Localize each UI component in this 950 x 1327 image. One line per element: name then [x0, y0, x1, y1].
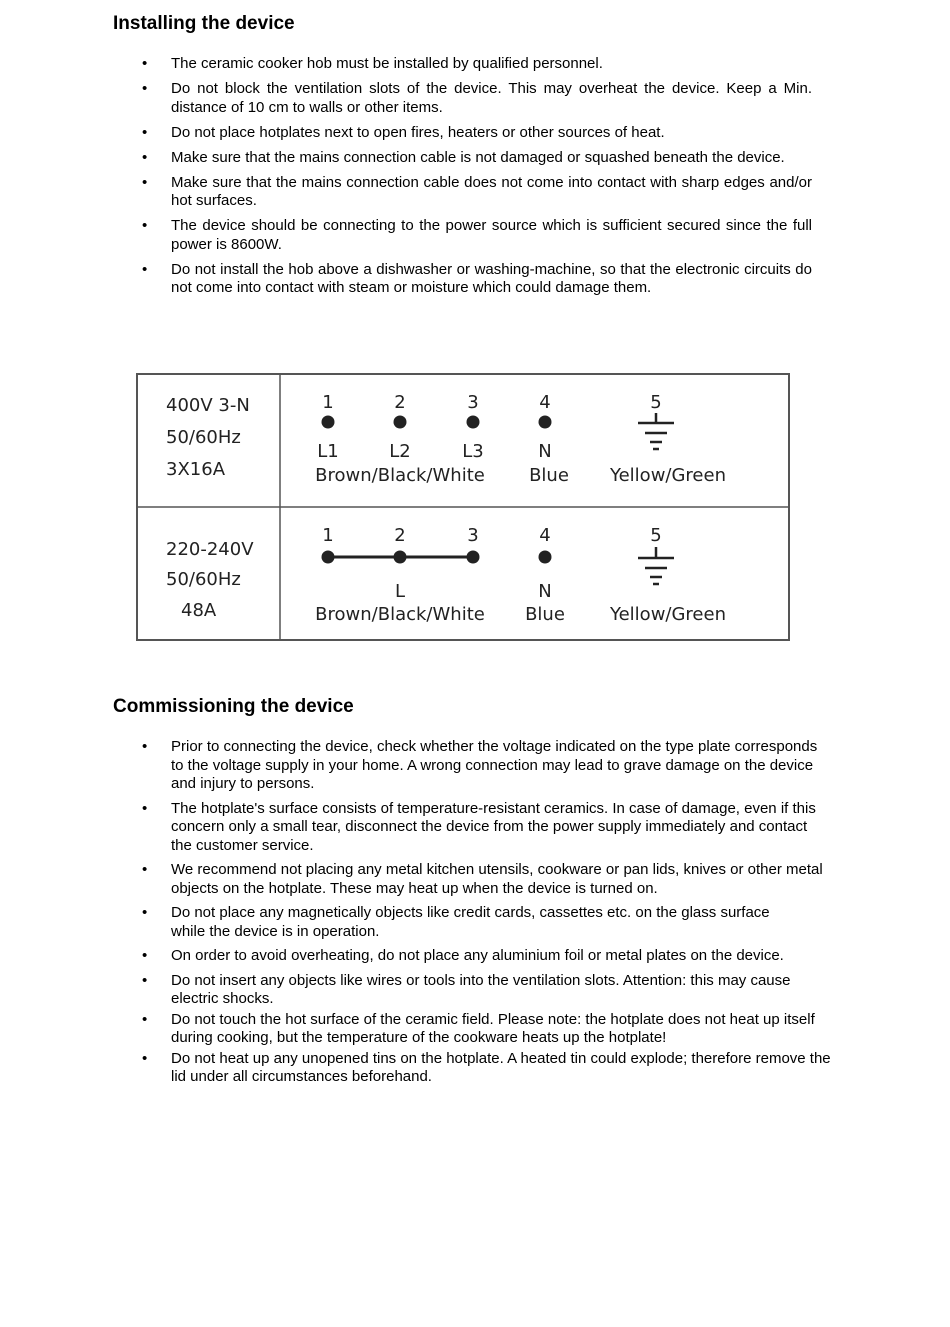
- bullet-icon: •: [142, 123, 148, 141]
- bullet-icon: •: [142, 260, 148, 278]
- earth-ground-icon: [638, 413, 674, 449]
- phase-label: L1: [317, 441, 339, 462]
- terminal-number: 5: [650, 525, 662, 546]
- list-item-text: Do not place any magnetically objects like credit cards, cassettes etc. on the glass surface while the device is in operation.: [171, 904, 770, 940]
- list-item-text: We recommend not placing any metal kitchen utensils, cookware or pan lids, knives or other metal objects on the hotplate. These may heat up when the device is turned on.: [171, 861, 823, 897]
- install-heading: Installing the device: [113, 13, 295, 34]
- list-item: [140, 1011, 832, 1048]
- terminal-dot: [467, 551, 480, 564]
- terminal-number: 4: [539, 525, 551, 546]
- terminal-number: 4: [539, 392, 551, 413]
- terminal-number: 3: [467, 392, 479, 413]
- list-item: [140, 55, 812, 74]
- wire-color-neutral: Blue: [525, 604, 565, 625]
- list-item-text: On order to avoid overheating, do not place any aluminium foil or metal plates on the device.: [171, 947, 784, 964]
- list-item-text: Prior to connecting the device, check whether the voltage indicated on the type plate corresponds to the voltage supply in your home. A wrong connection may lead to grave damage on the device and injury to persons.: [171, 738, 818, 792]
- list-item-text: The ceramic cooker hob must be installed by qualified personnel.: [171, 55, 603, 72]
- wire-color-earth: Yellow/Green: [610, 465, 726, 486]
- bullet-icon: •: [142, 148, 148, 166]
- spec-voltage: 400V 3-N: [166, 395, 250, 416]
- list-item: [140, 800, 832, 856]
- list-item: [140, 217, 812, 254]
- install-list: [140, 55, 812, 304]
- list-item: [140, 972, 832, 1009]
- list-item-text: Do not place hotplates next to open fires, heaters or other sources of heat.: [171, 123, 665, 141]
- list-item: [140, 149, 812, 168]
- list-item-text: Do not heat up any unopened tins on the hotplate. A heated tin could explode; therefore remove the lid under all circumstances beforehand.: [171, 1049, 831, 1085]
- list-item-text: Do not insert any objects like wires or tools into the ventilation slots. Attention: this may cause electric shocks.: [171, 971, 791, 1007]
- spec-frequency: 50/60Hz: [166, 427, 241, 448]
- bullet-icon: •: [142, 173, 148, 191]
- wiring-diagram: [136, 373, 790, 641]
- terminal-number: 1: [322, 525, 334, 546]
- list-item-text: Do not install the hob above a dishwasher or washing-machine, so that the electronic circuits do not come into contact with steam or moisture which could damage them.: [171, 260, 812, 296]
- list-item: [140, 174, 812, 211]
- list-item: [140, 738, 832, 794]
- bullet-icon: •: [142, 971, 148, 989]
- terminal-number: 2: [394, 392, 406, 413]
- bullet-icon: •: [142, 217, 148, 234]
- bullet-icon: •: [142, 861, 148, 878]
- commission-list: [140, 738, 832, 1093]
- phase-label: L3: [462, 441, 484, 462]
- wire-color-earth: Yellow/Green: [610, 604, 726, 625]
- terminal-dot: [322, 551, 335, 564]
- wire-color-neutral: Blue: [529, 465, 569, 486]
- list-item-text: Do not block the ventilation slots of the device. This may overheat the device. Keep a Min. distance of 10 cm to walls or other items.: [171, 80, 812, 116]
- commission-heading: Commissioning the device: [113, 696, 354, 717]
- phase-label: L: [394, 581, 406, 602]
- list-item: [140, 904, 771, 941]
- terminal-number: 3: [467, 525, 479, 546]
- list-item-text: The device should be connecting to the power source which is sufficient secured since the full power is 8600W.: [171, 217, 812, 253]
- spec-voltage: 220-240V: [166, 539, 254, 560]
- list-item: [140, 124, 812, 143]
- bullet-icon: •: [142, 55, 148, 72]
- neutral-label: N: [538, 441, 552, 462]
- wiring-diagram-svg: [136, 373, 790, 641]
- terminal-dot: [394, 551, 407, 564]
- list-item-text: Make sure that the mains connection cable does not come into contact with sharp edges and/or hot surfaces.: [171, 173, 812, 209]
- wire-colors-phase: Brown/Black/White: [315, 465, 485, 486]
- spec-current: 3X16A: [166, 459, 226, 480]
- terminal-number: 5: [650, 392, 662, 413]
- list-item: [140, 80, 812, 117]
- bullet-icon: •: [142, 1049, 148, 1067]
- terminal-dot: [394, 416, 407, 429]
- spec-frequency: 50/60Hz: [166, 569, 241, 590]
- list-item-text: Make sure that the mains connection cable is not damaged or squashed beneath the device.: [171, 148, 785, 166]
- bullet-icon: •: [142, 904, 148, 921]
- list-item: [140, 861, 832, 898]
- terminal-dot: [539, 551, 552, 564]
- neutral-label: N: [538, 581, 552, 602]
- phase-label: L2: [389, 441, 411, 462]
- terminal-dot: [322, 416, 335, 429]
- terminal-number: 2: [394, 525, 406, 546]
- earth-ground-icon: [638, 547, 674, 584]
- list-item: [140, 1050, 832, 1087]
- list-item-text: The hotplate's surface consists of temperature-resistant ceramics. In case of damage, even if this concern only a small tear, disconnect the device from the power supply immediately and contact the customer service.: [171, 799, 816, 854]
- terminal-dot: [539, 416, 552, 429]
- spec-current: 48A: [181, 600, 217, 621]
- bullet-icon: •: [142, 738, 148, 755]
- bullet-icon: •: [142, 80, 148, 97]
- terminal-dot: [467, 416, 480, 429]
- list-item-text: Do not touch the hot surface of the ceramic field. Please note: the hotplate does not heat up itself during cooking, but the temperature of the cookware heats up the hotplate!: [171, 1010, 815, 1046]
- list-item: [140, 261, 812, 298]
- terminal-number: 1: [322, 392, 334, 413]
- bullet-icon: •: [142, 1010, 148, 1028]
- bullet-icon: •: [142, 799, 148, 817]
- wire-colors-phase: Brown/Black/White: [315, 604, 485, 625]
- list-item: [140, 947, 832, 966]
- bullet-icon: •: [142, 947, 148, 964]
